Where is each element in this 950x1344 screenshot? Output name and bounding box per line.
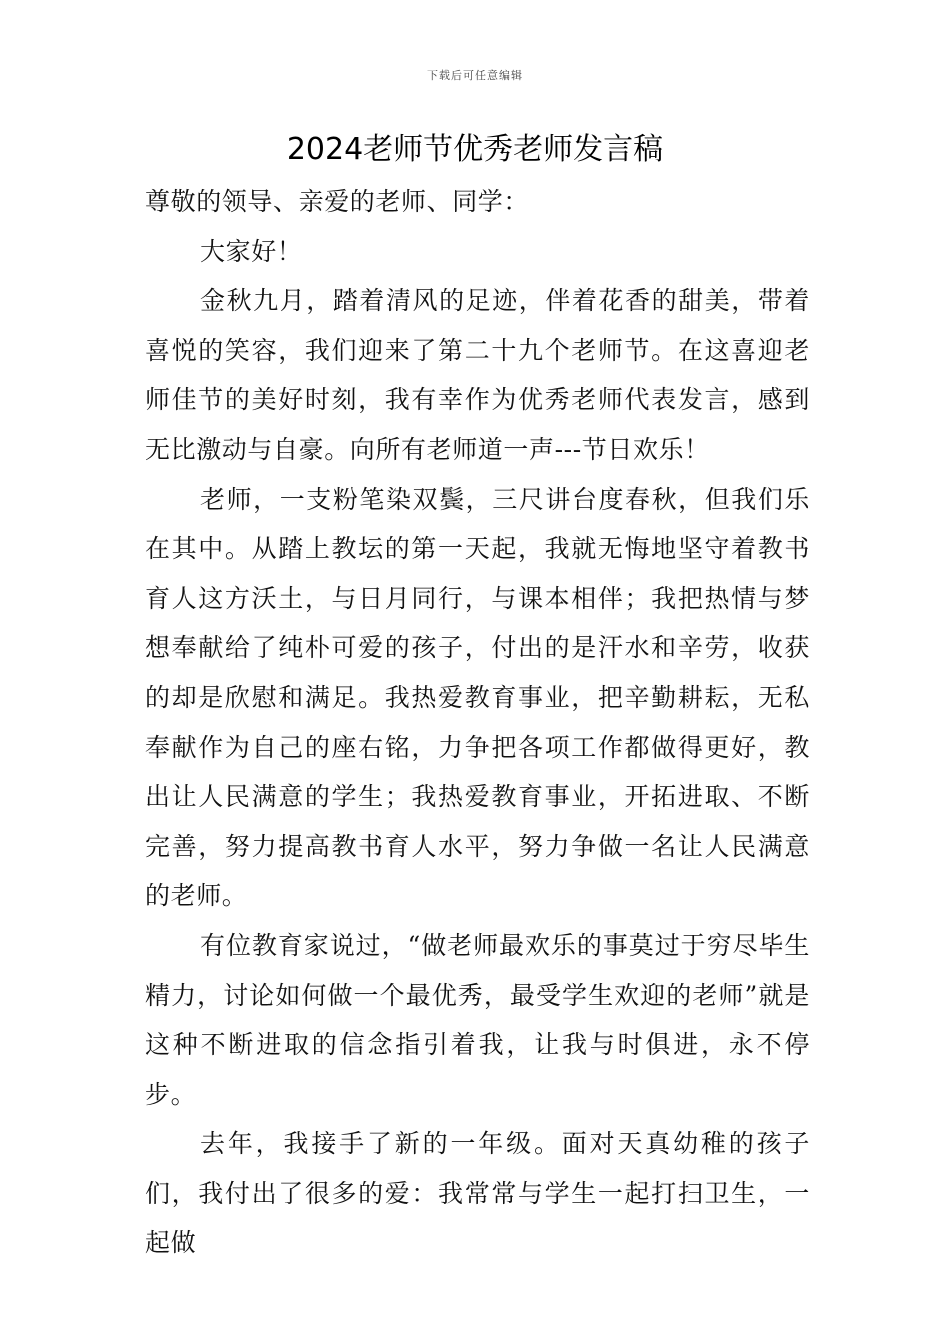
salutation-paragraph: 尊敬的领导、亲爱的老师、同学： [145, 187, 530, 216]
document-body [145, 177, 810, 1268]
document-title: 2024老师节优秀老师发言稿 [286, 132, 664, 167]
body-paragraph: 金秋九月，踏着清风的足迹，伴着花香的甜美，带着喜悦的笑容，我们迎来了第二十九个老师节。在这喜迎老师佳节的美好时刻，我有幸作为优秀老师代表发言，感到无比激动与自豪。向所有老师道一声---节日欢乐！ [145, 286, 810, 464]
body-paragraph: 有位教育家说过，“做老师最欢乐的事莫过于穷尽毕生精力，讨论如何做一个最优秀，最受学生欢迎的老师”就是这种不断进取的信念指引着我，让我与时俱进，永不停步。 [145, 930, 810, 1109]
header-note: 下载后可任意编辑 [427, 69, 523, 82]
body-paragraph: 老师，一支粉笔染双鬓，三尺讲台度春秋，但我们乐在其中。从踏上教坛的第一天起，我就无悔地坚守着教书育人这方沃土，与日月同行，与课本相伴；我把热情与梦想奉献给了纯朴可爱的孩子，付出的是汗水和辛劳，收获的却是欣慰和满足。我热爱教育事业，把辛勤耕耘，无私奉献作为自己的座右铭，力争把各项工作都做得更好，教出让人民满意的学生；我热爱教育事业，开拓进取、不断完善，努力提高教书育人水平，努力争做一名让人民满意的老师。 [145, 484, 810, 911]
greeting-paragraph: 大家好！ [200, 236, 303, 266]
body-paragraph: 去年，我接手了新的一年级。面对天真幼稚的孩子们，我付出了很多的爱：我常常与学生一起打扫卫生，一起做 [145, 1129, 810, 1258]
